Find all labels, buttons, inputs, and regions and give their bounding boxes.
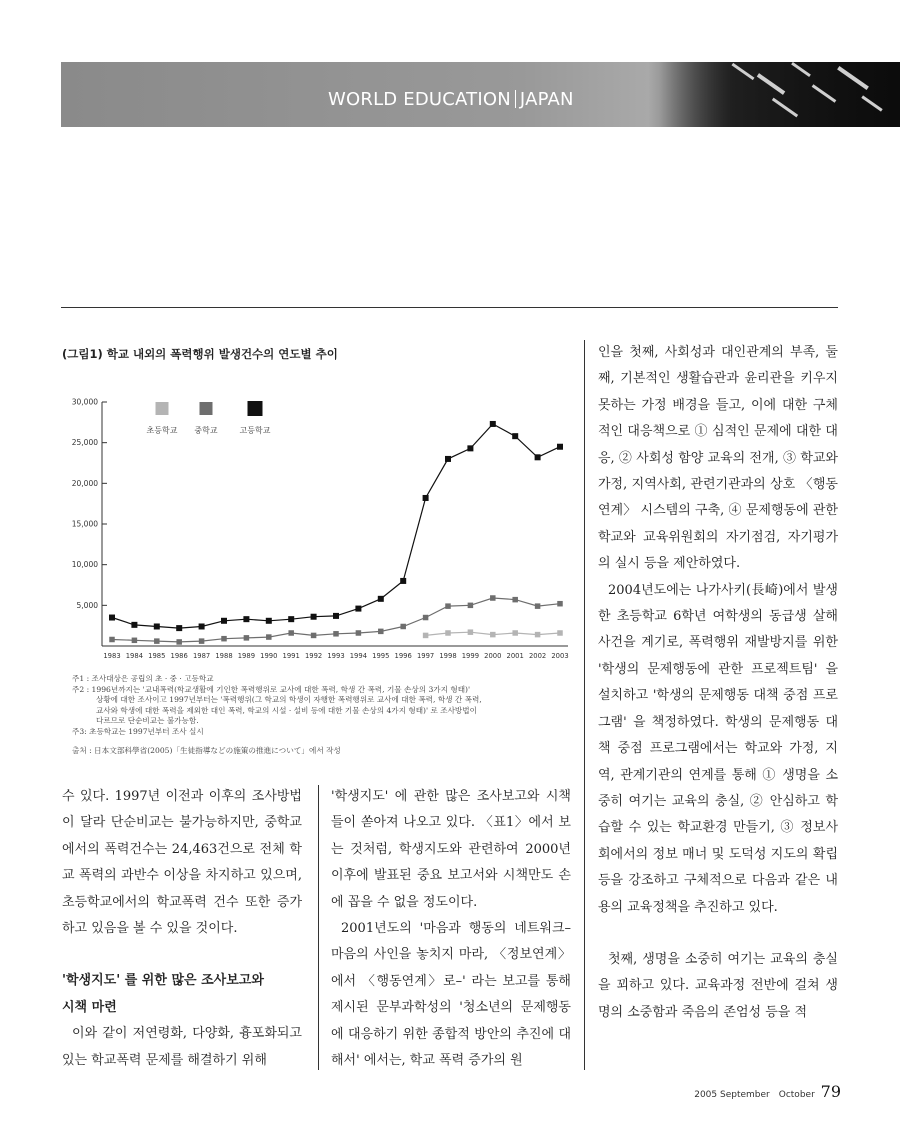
note-line: 주2 : 1996년까지는 '교내폭력(학교생활에 기인한 폭력행위로 교사에 대한 폭력, 학생 간 폭력, 기물 손상의 3가지 형태)': [72, 684, 471, 694]
data-point: [176, 625, 182, 631]
data-point: [244, 635, 250, 641]
data-point: [176, 639, 182, 645]
line-chart: [60, 385, 580, 675]
data-point: [400, 578, 406, 584]
data-point: [333, 631, 339, 637]
data-point: [266, 618, 272, 624]
banner-title-right: JAPAN: [519, 89, 574, 110]
data-point: [288, 616, 294, 622]
text-column-2: [331, 784, 571, 1074]
x-tick-label: 1986: [170, 652, 188, 660]
data-point: [243, 616, 249, 622]
data-point: [423, 615, 429, 621]
x-tick-label: 1983: [103, 652, 121, 660]
section-heading: [62, 968, 302, 1021]
data-point: [131, 622, 137, 628]
x-tick-label: 2001: [506, 652, 524, 660]
data-point: [199, 638, 205, 644]
data-point: [333, 613, 339, 619]
data-point: [132, 638, 138, 644]
note-line: 상황에 대한 조사이고 1997년부터는 '폭력행위(그 학교의 학생이 자행한 폭력행위로 교사에 대한 폭력, 학생 간 폭력,: [96, 695, 482, 704]
figure-caption: (그림1) 학교 내외의 폭력행위 발생건수의 연도별 추이: [62, 347, 338, 361]
data-point: [445, 603, 451, 609]
y-tick-label: 10,000: [71, 560, 98, 570]
data-point: [512, 433, 518, 439]
x-tick-label: 1995: [372, 652, 390, 660]
data-point: [311, 614, 317, 620]
x-tick-label: 1990: [260, 652, 278, 660]
data-point: [154, 638, 160, 644]
paragraph: 첫째, 생명을 소중히 여기는 교육의 충실을 꾀하고 있다. 교육과정 전반에 걸쳐 생명의 소중함과 죽음의 존엄성 등을 적: [598, 951, 838, 1020]
legend-label: 초등학교: [146, 426, 178, 435]
data-point: [445, 630, 451, 636]
banner-photo: [660, 62, 900, 127]
x-tick-label: 1993: [327, 652, 345, 660]
note-line: 교사와 학생에 대한 폭력을 제외한 대인 폭력, 학교의 시설 · 설비 등에 대한 기물 손상의 4가지 형태)' 로 조사방법이: [96, 705, 477, 715]
x-tick-label: 1997: [416, 652, 435, 660]
data-point: [400, 624, 406, 630]
note-line: 주1 : 조사대상은 공립의 초 · 중 · 고등학교: [72, 674, 214, 683]
paragraph: 수 있다. 1997년 이전과 이후의 조사방법 이 달라 단순비교는 불가능하지만, 중학교에서의 폭력건수는 24,463건으로 전체 학교 폭력의 과반수 이상을 차지하고 있으며, 초등학교에서의 학교폭력 건수 또한 증가하고 있음을 볼 수 있을 것이다.: [62, 789, 302, 937]
figure-source: 출처 : 日本文部科學省(2005)「生徒指導などの施策の推進について」에서 작성: [72, 746, 341, 755]
data-point: [557, 630, 563, 636]
page-footer: [694, 1082, 841, 1101]
x-tick-label: 1999: [461, 652, 480, 660]
legend-label: 중학교: [194, 426, 218, 435]
paragraph: 인을 첫째, 사회성과 대인관계의 부족, 둘째, 기본적인 생활습관과 윤리관을 키우지 못하는 가정 배경을 들고, 이에 대한 구체적인 대응책으로 ① 심적인 문제에 대한 대응, ② 사회성 함양 교육의 전개, ③ 학교와 가정, 지역사회, 관련기관과의 상호 〈행동연계〉 시스템의 구축, ④ 문제행동에 관한 학교와 교육위원회의 자기점검, 자기평가의 실시 등을 제안하였다.: [598, 345, 838, 572]
x-tick-label: 1988: [215, 652, 233, 660]
data-point: [423, 495, 429, 501]
title-separator: [515, 90, 516, 108]
legend-swatch: [248, 401, 263, 416]
x-tick-label: 1991: [282, 652, 300, 660]
text-column-1: [62, 784, 302, 1074]
data-point: [378, 629, 384, 635]
data-point: [221, 636, 227, 642]
data-point: [109, 637, 115, 643]
paragraph: 2004년도에는 나가사키(長崎)에서 발생한 초등학교 6학년 여학생의 동급생 살해사건을 계기로, 폭력행위 재발방지를 위한 '학생의 문제행동에 관한 프로젝트팀' 을 설치하고 '학생의 문제행동 대책 중점 프로그램' 을 책정하였다. 학생의 문제행동 대책 중점 프로그램에서는 학교와 가정, 지역, 관계기관의 연계를 통해 ① 생명을 소중히 여기는 교육의 충실, ② 안심하고 학습할 수 있는 학교환경 만들기, ③ 정보사회에서의 정보 매너 및 도덕성 지도의 확립 등을 강조하고 구체적으로 다음과 같은 내용의 교육정책을 추진하고 있다.: [598, 582, 838, 915]
legend-swatch: [156, 402, 169, 415]
x-tick-label: 2003: [551, 652, 569, 660]
data-point: [109, 615, 115, 621]
data-point: [311, 633, 317, 639]
y-tick-label: 15,000: [71, 519, 98, 529]
x-tick-label: 1989: [237, 652, 256, 660]
data-point: [356, 630, 362, 636]
y-tick-label: 25,000: [71, 438, 98, 448]
legend-swatch: [200, 402, 213, 415]
data-point: [512, 630, 518, 636]
data-point: [199, 623, 205, 629]
x-tick-label: 2000: [484, 652, 502, 660]
heading-line: 시책 마련: [62, 999, 117, 1015]
paragraph: 2001년도의 '마음과 행동의 네트워크–마음의 사인을 놓치지 마라, 〈정보연계〉에서 〈행동연계〉로–' 라는 보고를 통해 제시된 문부과학성의 '청소년의 문제행동에 대응하기 위한 종합적 방안의 추진에 대해서' 에서는, 학교 폭력 증가의 원: [331, 921, 571, 1069]
data-point: [154, 623, 160, 629]
column-divider: [584, 340, 585, 1070]
text-column-3: [598, 340, 838, 1026]
data-point: [490, 421, 496, 427]
x-tick-label: 1994: [349, 652, 368, 660]
legend-label: 고등학교: [239, 426, 271, 435]
banner-title: [328, 89, 574, 110]
heading-line: '학생지도' 를 위한 많은 조사보고와: [62, 973, 264, 989]
data-point: [535, 603, 541, 609]
data-point: [468, 629, 474, 635]
x-tick-label: 1985: [148, 652, 166, 660]
banner-title-left: WORLD EDUCATION: [328, 89, 511, 110]
y-tick-label: 30,000: [71, 397, 98, 407]
paragraph: '학생지도' 에 관한 많은 조사보고와 시책들이 쏟아져 나오고 있다. 〈표1〉에서 보는 것처럼, 학생지도와 관련하여 2000년 이후에 발표된 중요 보고서와 시책만도 손에 꼽을 수 없을 정도이다.: [331, 789, 571, 910]
data-point: [467, 445, 473, 451]
data-point: [445, 456, 451, 462]
x-tick-label: 1998: [439, 652, 457, 660]
column-divider: [318, 785, 319, 1070]
data-point: [490, 632, 496, 638]
paragraph: 이와 같이 저연령화, 다양화, 흉포화되고 있는 학교폭력 문제를 해결하기 위해: [62, 1026, 302, 1068]
figure-notes: [72, 674, 577, 757]
issue-date: 2005 September October: [694, 1090, 815, 1100]
data-point: [557, 601, 563, 607]
note-line: 다르므로 단순비교는 불가능함.: [96, 716, 199, 725]
data-point: [490, 595, 496, 601]
y-tick-label: 20,000: [71, 478, 98, 488]
data-point: [355, 606, 361, 612]
data-point: [288, 630, 294, 636]
data-point: [468, 603, 474, 609]
data-point: [221, 618, 227, 624]
data-point: [266, 634, 272, 640]
section-banner: [61, 62, 900, 127]
data-point: [535, 632, 541, 638]
data-point: [557, 444, 563, 450]
page-number: 79: [820, 1082, 841, 1101]
note-line: 주3: 초등학교는 1997년부터 조사 실시: [72, 726, 204, 736]
x-tick-label: 1987: [192, 652, 211, 660]
data-point: [512, 597, 518, 603]
x-tick-label: 1996: [394, 652, 412, 660]
x-tick-label: 1984: [125, 652, 144, 660]
x-tick-label: 2002: [528, 652, 547, 660]
y-tick-label: 5,000: [76, 600, 98, 610]
horizontal-rule: [61, 307, 838, 308]
x-tick-label: 1992: [304, 652, 323, 660]
data-point: [535, 454, 541, 460]
data-point: [378, 596, 384, 602]
data-point: [423, 633, 429, 639]
